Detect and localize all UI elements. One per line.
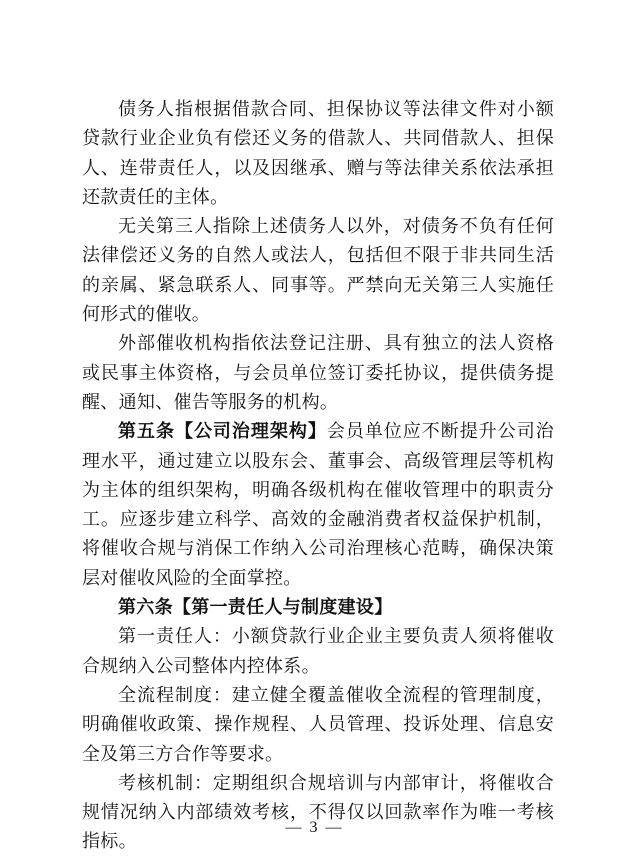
- paragraph-debtor-definition: [82, 95, 554, 212]
- paragraph-third-party-definition: [82, 212, 554, 329]
- paragraph-text: 会员单位应不断提升公司治理水平，通过建立以股东会、董事会、高级管理层等机构为主体的组织架构，明确各级机构在催收管理中的职责分工。应逐步建立科学、高效的金融消费者权益保护机制，将催收合规与消保工作纳入公司治理核心范畴，确保决策层对催收风险的全面掌控。: [82, 421, 554, 589]
- article-heading: 第六条【第一责任人与制度建设】: [118, 597, 393, 619]
- paragraph-agency-definition: [82, 329, 554, 417]
- paragraph-text: 无关第三人指除上述债务人以外，对债务不负有任何法律偿还义务的自然人或法人，包括但不限于非共同生活的亲属、紧急联系人、同事等。严禁向无关第三人实施任何形式的催收。: [82, 216, 554, 326]
- paragraph-first-responsible: [82, 622, 554, 681]
- paragraph-text: 第一责任人：小额贷款行业企业主要负责人须将催收合规纳入公司整体内控体系。: [82, 626, 554, 677]
- paragraph-text: 债务人指根据借款合同、担保协议等法律文件对小额贷款行业企业负有偿还义务的借款人、共同借款人、担保人、连带责任人，以及因继承、赠与等法律关系依法承担还款责任的主体。: [82, 99, 554, 208]
- article-5-governance: [82, 417, 554, 593]
- page-number: — 3 —: [285, 819, 344, 836]
- paragraph-assessment-mechanism: [82, 769, 554, 857]
- paragraph-text: 考核机制：定期组织合规培训与内部审计，将催收合规情况纳入内部绩效考核，不得仅以回款率作为唯一考核指标。: [82, 772, 554, 853]
- document-body: [82, 95, 554, 857]
- paragraph-full-process-system: [82, 681, 554, 769]
- article-heading: 第五条【公司治理架构】: [118, 421, 327, 443]
- paragraph-text: 外部催收机构指依法登记注册、具有独立的法人资格或民事主体资格，与会员单位签订委托协议，提供债务提醒、通知、催告等服务的机构。: [82, 333, 554, 413]
- paragraph-text: 全流程制度：建立健全覆盖催收全流程的管理制度，明确催收政策、操作规程、人员管理、投诉处理、信息安全及第三方合作等要求。: [82, 684, 554, 765]
- article-6-heading: [82, 593, 554, 622]
